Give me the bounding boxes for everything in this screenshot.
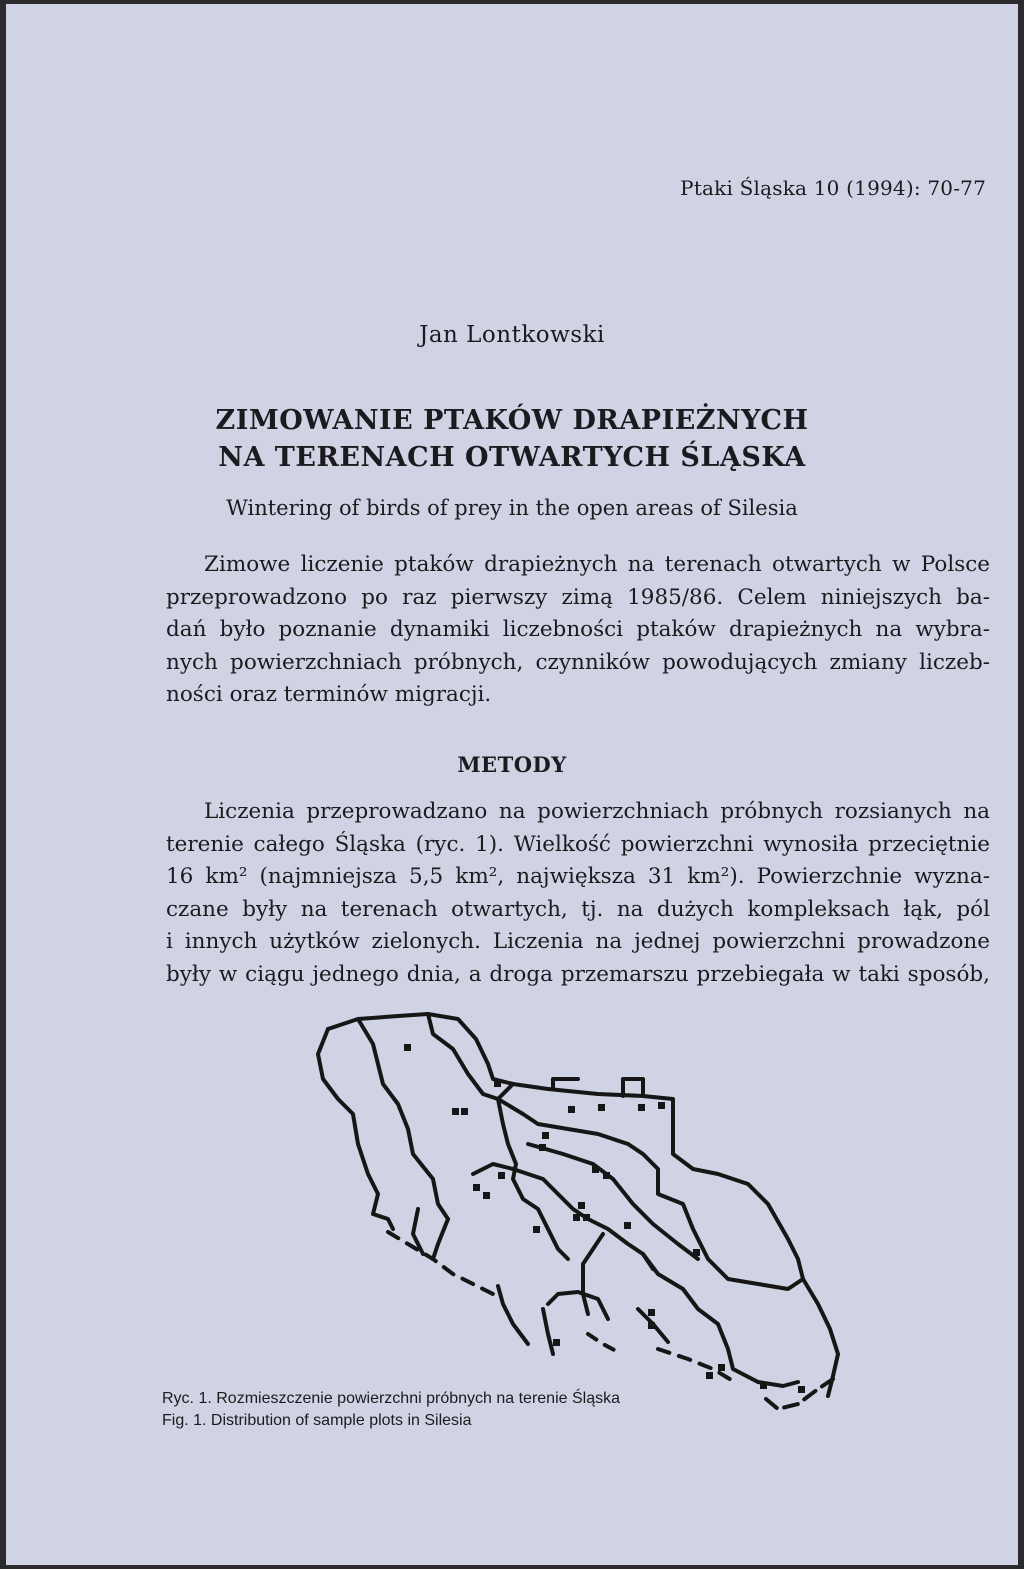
sample-plot-marker xyxy=(573,1214,580,1221)
figure-caption xyxy=(162,1388,620,1432)
sample-plot-marker xyxy=(461,1108,468,1115)
sample-plot-marker xyxy=(760,1382,767,1389)
abstract-line: nych powierzchniach próbnych, czynników powodujących zmiany liczeb- xyxy=(166,649,990,675)
sample-plot-marker xyxy=(624,1222,631,1229)
sample-plot-marker xyxy=(798,1386,805,1393)
sample-plot-marker xyxy=(638,1104,645,1111)
sample-plot-marker xyxy=(452,1108,459,1115)
figure-caption-pl: Ryc. 1. Rozmieszczenie powierzchni próbnych na terenie Śląska xyxy=(162,1390,620,1407)
map-border xyxy=(358,1019,448,1219)
methods-paragraph xyxy=(166,796,990,991)
sample-plot-marker xyxy=(718,1364,725,1371)
article-title xyxy=(6,402,1018,476)
sample-plot-marker xyxy=(483,1192,490,1199)
abstract-paragraph xyxy=(166,549,990,712)
methods-line: czane były na terenach otwartych, tj. na dużych kompleksach łąk, pól xyxy=(166,896,990,922)
sample-plot-marker xyxy=(494,1080,501,1087)
sample-plot-marker xyxy=(568,1106,575,1113)
sample-plot-marker xyxy=(498,1172,505,1179)
abstract-line: ności oraz terminów migracji. xyxy=(166,682,492,707)
article-subtitle: Wintering of birds of prey in the open areas of Silesia xyxy=(226,496,798,520)
abstract-line: Zimowe liczenie ptaków drapieżnych na terenach otwartych w Polsce xyxy=(204,552,990,577)
sample-plot-marker xyxy=(404,1044,411,1051)
sample-plot-marker xyxy=(693,1249,700,1256)
methods-line: Liczenia przeprowadzano na powierzchniach próbnych rozsianych na xyxy=(204,799,990,824)
abstract-line: dań było poznanie dynamiki liczebności ptaków drapieżnych na wybra- xyxy=(166,617,990,642)
sample-plot-marker xyxy=(533,1226,540,1233)
sample-plot-marker xyxy=(592,1166,599,1173)
sample-plot-marker xyxy=(658,1102,665,1109)
sample-plot-marker xyxy=(539,1144,546,1151)
sample-plot-marker xyxy=(583,1214,590,1221)
journal-reference: Ptaki Śląska 10 (1994): 70-77 xyxy=(680,176,986,200)
document-page xyxy=(6,4,1018,1565)
sample-plot-marker xyxy=(598,1104,605,1111)
sample-plot-marker xyxy=(473,1184,480,1191)
sample-plot-marker xyxy=(706,1372,713,1379)
methods-line: terenie całego Śląska (ryc. 1). Wielkość powierzchni wynosiła przeciętnie xyxy=(166,831,990,857)
methods-line: 16 km² (najmniejsza 5,5 km², największa 31 km²). Powierzchnie wyzna- xyxy=(166,864,990,889)
sample-plot-marker xyxy=(603,1172,610,1179)
author-name: Jan Lontkowski xyxy=(419,322,605,348)
title-line: NA TERENACH OTWARTYCH ŚLĄSKA xyxy=(218,442,806,473)
sample-plot-marker xyxy=(648,1309,655,1316)
silesia-map xyxy=(298,1004,858,1414)
sample-plot-marker xyxy=(553,1339,560,1346)
figure-caption-en: Fig. 1. Distribution of sample plots in Silesia xyxy=(162,1412,472,1429)
abstract-line: przeprowadzono po raz pierwszy zimą 1985/86. Celem niniejszych ba- xyxy=(166,584,990,610)
sample-plot-marker xyxy=(648,1322,655,1329)
sample-plot-marker xyxy=(578,1202,585,1209)
title-line: ZIMOWANIE PTAKÓW DRAPIEŻNYCH xyxy=(215,405,809,436)
sample-plot-marker xyxy=(542,1132,549,1139)
methods-line: były w ciągu jednego dnia, a droga przemarszu przebiegała w taki sposób, xyxy=(166,961,990,987)
section-heading-methods: METODY xyxy=(457,752,567,777)
methods-line: i innych użytków zielonych. Liczenia na jednej powierzchni prowadzone xyxy=(166,929,990,954)
